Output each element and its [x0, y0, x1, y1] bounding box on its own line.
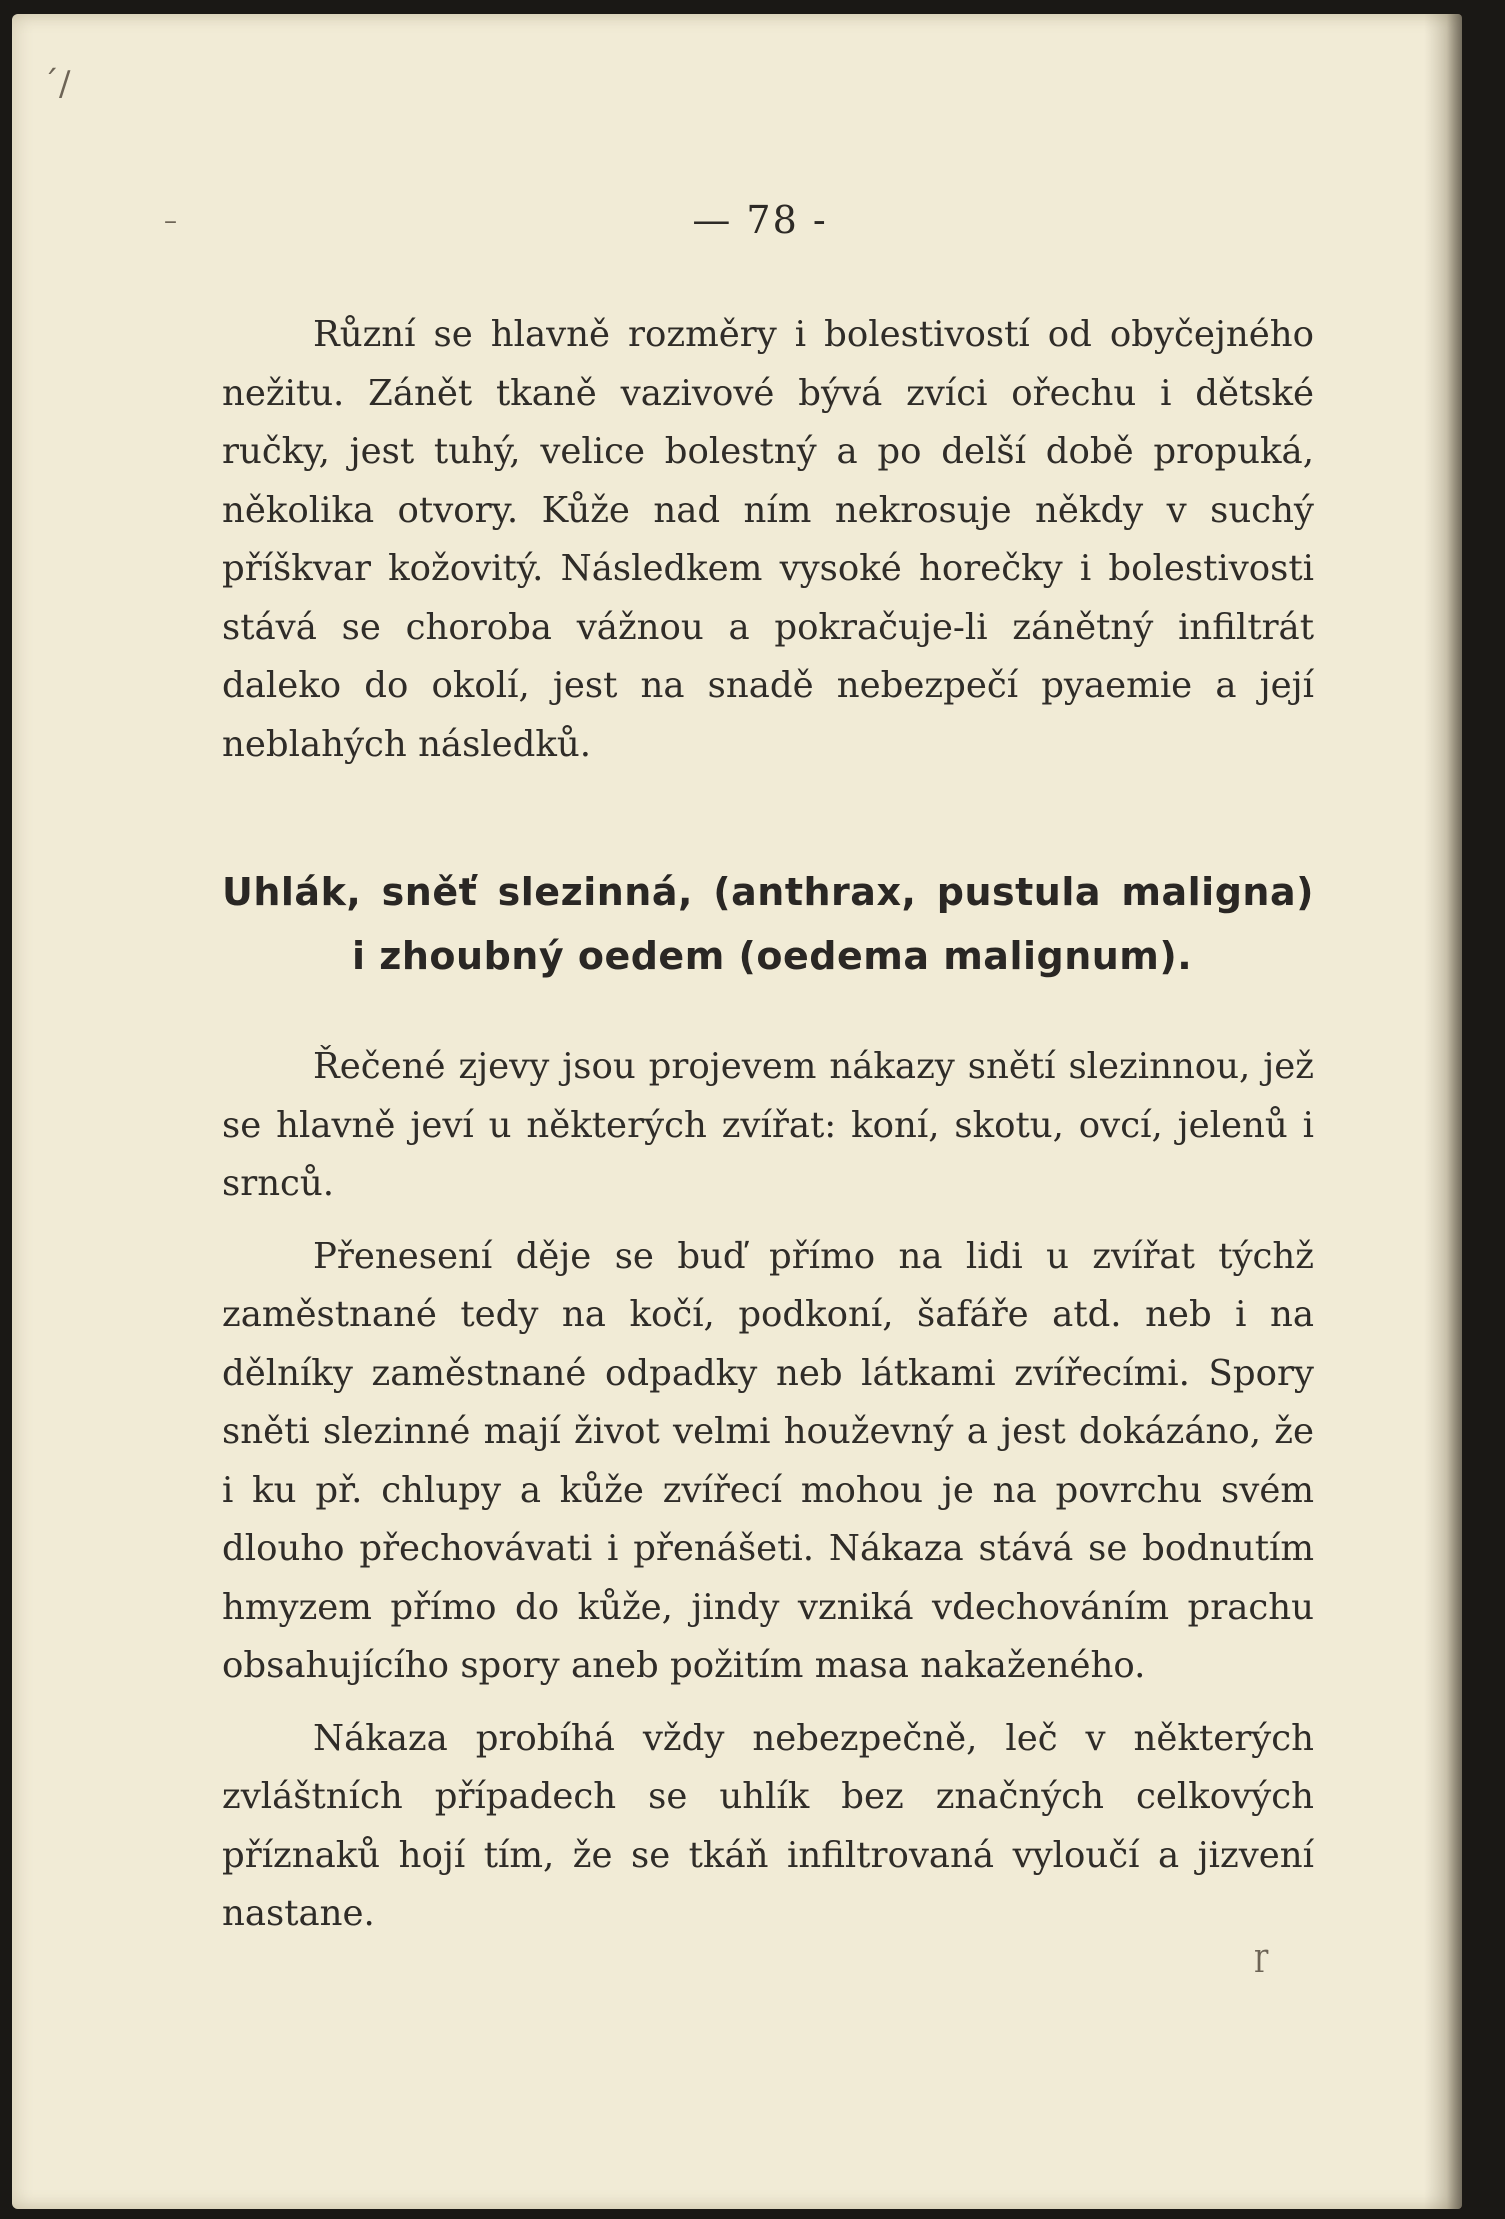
paragraph: Řečené zjevy jsou projevem nákazy snětí slezinnou, jež se hlavně jeví u některých zvířat: koní, skotu, ovcí, jelenů i srnců. [222, 1046, 1314, 1204]
paragraph: Různí se hlavně rozměry i bolestivostí od obyčejného nežitu. Zánět tkaně vazivové bývá zvíci ořechu i dětské ručky, jest tuhý, velice bolestný a po delší době propuká, několika otvory. Kůže nad ním nekrosuje někdy v suchý příškvar kožovitý. Následkem vysoké horečky i bolestivosti stává se choroba vážnou a pokračuje-li zánětný infiltrát daleko do okolí, jest na snadě nebezpečí pyaemie a její neblahých následků. [222, 314, 1314, 765]
section-heading [222, 860, 1314, 988]
heading-word: sněť [381, 870, 478, 914]
section-body [222, 1038, 1314, 1958]
margin-mark: ɼ [1254, 1939, 1269, 1974]
heading-word: Uhlák, [222, 870, 362, 914]
heading-word: (anthrax, [713, 870, 917, 914]
heading-word: pustula [936, 870, 1102, 914]
heading-word: slezinná, [497, 870, 693, 914]
intro-paragraph-block [222, 306, 1314, 774]
paragraph: Nákaza probíhá vždy nebezpečně, leč v některých zvláštních případech se uhlík bez značných celkových příznaků hojí tím, že se tkáň infiltrovaná vyloučí a jizvení nastane. [222, 1717, 1314, 1934]
paragraph: Přenesení děje se buď přímo na lidi u zvířat týchž zaměstnané tedy na kočí, podkoní, šafáře atd. neb i na dělníky zaměstnané odpadky neb látkami zvířecími. Spory sněti slezinné mají život velmi houževný a jest dokázáno, že i ku př. chlupy a kůže zvířecí mohou je na povrchu svém dlouho přechovávati i přenášeti. Nákaza stává se bodnutím hmyzem přímo do kůže, jindy vzniká vdechováním prachu obsahujícího spory aneb požitím masa nakaženého. [222, 1235, 1314, 1686]
heading-line-1 [222, 860, 1314, 924]
margin-mark: ˊ/ [42, 64, 71, 104]
heading-line-2: i zhoubný oedem (oedema malignum). [352, 934, 1193, 978]
heading-word: maligna) [1121, 870, 1314, 914]
page-spine-shadow [1424, 14, 1462, 2209]
margin-dash: – [164, 206, 177, 236]
page-number: — 78 - [692, 198, 828, 242]
